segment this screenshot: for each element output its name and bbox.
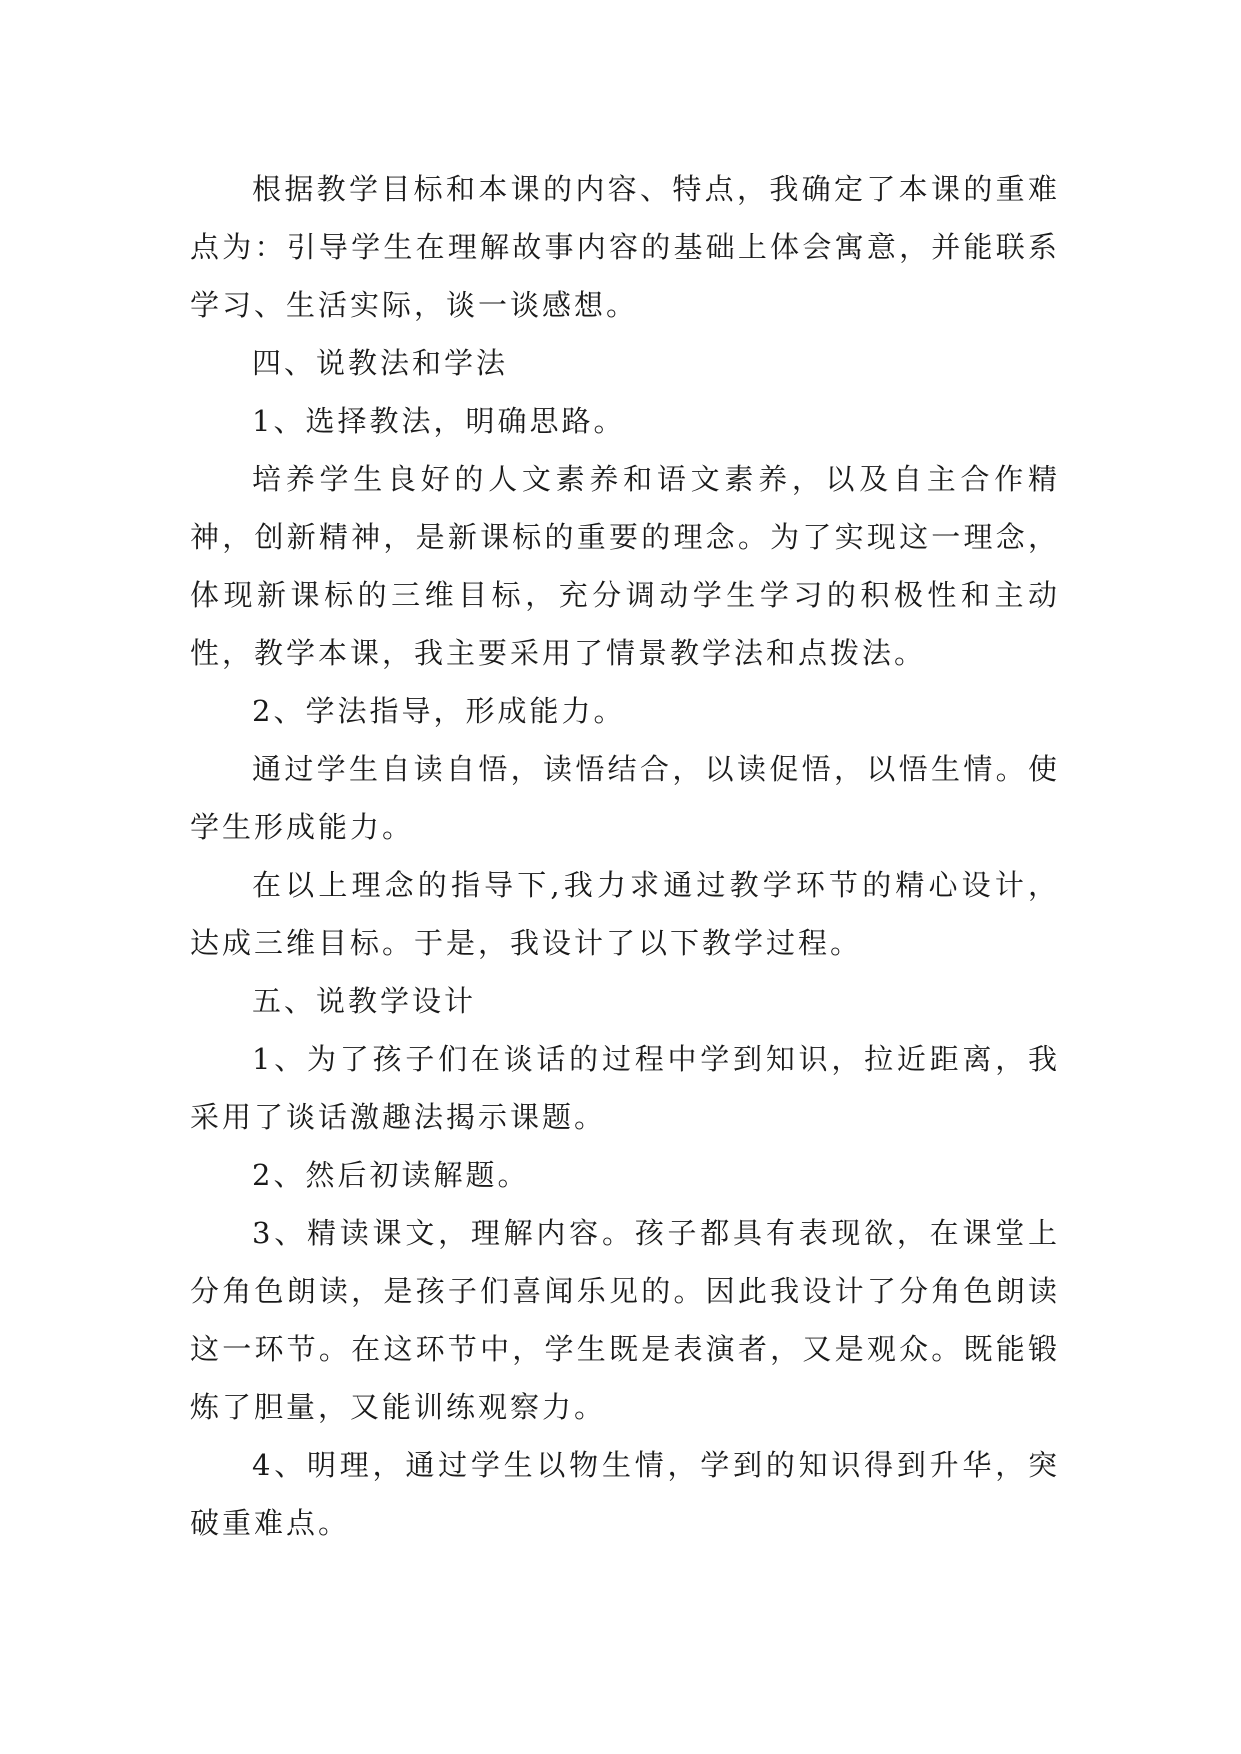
list-item-step-4: 4、明理，通过学生以物生情，学到的知识得到升华，突破重难点。	[190, 1448, 1060, 1540]
list-item-step-2: 2、然后初读解题。	[252, 1158, 530, 1192]
paragraph-teaching-method: 培养学生良好的人文素养和语文素养，以及自主合作精神，创新精神，是新课标的重要的理念。为了实现这一理念，体现新课标的三维目标，充分调动学生学习的积极性和主动性，教学本课，我主要采用了情景教学法和点拨法。	[190, 462, 1060, 670]
list-item-step-1: 1、为了孩子们在谈话的过程中学到知识，拉近距离，我采用了谈话激趣法揭示课题。	[190, 1042, 1060, 1134]
section-heading-methods: 四、说教法和学法	[252, 346, 509, 380]
list-item-step-3: 3、精读课文，理解内容。孩子都具有表现欲，在课堂上分角色朗读，是孩子们喜闻乐见的。因此我设计了分角色朗读这一环节。在这环节中，学生既是表演者，又是观众。既能锻炼了胆量，又能训练观察力。	[190, 1216, 1060, 1424]
paragraph-key-difficulties: 根据教学目标和本课的内容、特点，我确定了本课的重难点为：引导学生在理解故事内容的基础上体会寓意，并能联系学习、生活实际，谈一谈感想。	[190, 172, 1060, 322]
paragraph-teaching-process-intro: 在以上理念的指导下,我力求通过教学环节的精心设计，达成三维目标。于是，我设计了以下教学过程。	[190, 868, 1060, 960]
body-text	[190, 160, 1060, 1552]
section-heading-design: 五、说教学设计	[252, 984, 477, 1018]
subheading-learning-guidance: 2、学法指导，形成能力。	[252, 694, 626, 728]
subheading-teaching-method: 1、选择教法，明确思路。	[252, 404, 626, 438]
paragraph-learning-guidance: 通过学生自读自悟，读悟结合，以读促悟，以悟生情。使学生形成能力。	[190, 752, 1060, 844]
